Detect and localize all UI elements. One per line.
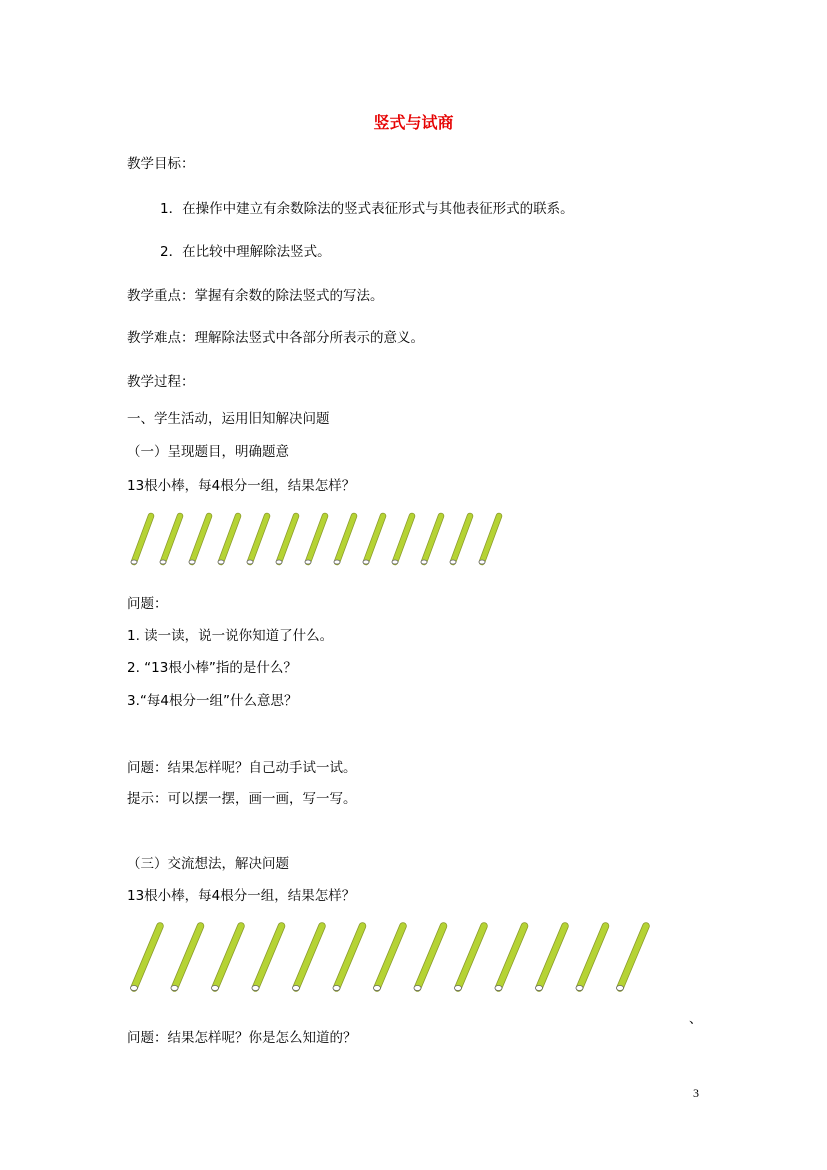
stick-icon bbox=[617, 926, 647, 991]
problem-statement-2: 13根小棒，每4根分一组，结果怎样？ bbox=[127, 888, 356, 904]
stick-icon bbox=[414, 926, 444, 991]
subsection-heading-3: （三）交流想法，解决问题 bbox=[127, 856, 289, 872]
question-item-3: 3.“每4根分一组”什么意思？ bbox=[127, 693, 298, 709]
stick-icon bbox=[536, 926, 566, 991]
objectives-heading: 教学目标： bbox=[127, 156, 195, 172]
question-result: 问题：结果怎样呢？自己动手试一试。 bbox=[127, 760, 357, 776]
stick-icon bbox=[218, 516, 238, 564]
stick-icon bbox=[189, 516, 209, 564]
stick-icon bbox=[252, 926, 282, 991]
stick-icon bbox=[171, 926, 201, 991]
stick-icon bbox=[455, 926, 485, 991]
question-item-2: 2. “13根小棒”指的是什么？ bbox=[127, 660, 297, 676]
stick-icon bbox=[276, 516, 296, 564]
stick-icon bbox=[131, 926, 161, 991]
stick-icon bbox=[212, 926, 242, 991]
stray-mark: 、 bbox=[689, 1012, 703, 1027]
questions-heading: 问题： bbox=[127, 596, 168, 612]
stick-icon bbox=[495, 926, 525, 991]
subsection-heading-1: （一）呈现题目，明确题意 bbox=[127, 444, 289, 460]
process-heading: 教学过程： bbox=[127, 374, 195, 390]
stick-icon bbox=[450, 516, 470, 564]
stick-icon bbox=[421, 516, 441, 564]
objective-item-1: 1．在操作中建立有余数除法的竖式表征形式与其他表征形式的联系。 bbox=[160, 201, 574, 217]
stick-icon bbox=[160, 516, 180, 564]
sticks-illustration-2 bbox=[0, 918, 827, 998]
stick-icon bbox=[334, 516, 354, 564]
stick-icon bbox=[333, 926, 363, 991]
page-title: 竖式与试商 bbox=[373, 113, 454, 132]
stick-icon bbox=[576, 926, 606, 991]
stick-icon bbox=[363, 516, 383, 564]
stick-icon bbox=[374, 926, 404, 991]
difficulty: 教学难点：理解除法竖式中各部分所表示的意义。 bbox=[127, 330, 424, 346]
hint: 提示：可以摆一摆，画一画，写一写。 bbox=[127, 791, 357, 807]
problem-statement-1: 13根小棒，每4根分一组，结果怎样？ bbox=[127, 478, 356, 494]
stick-icon bbox=[293, 926, 323, 991]
objective-item-2: 2．在比较中理解除法竖式。 bbox=[160, 244, 331, 260]
sticks-illustration-1 bbox=[0, 510, 827, 570]
stick-icon bbox=[479, 516, 499, 564]
page-number: 3 bbox=[693, 1086, 699, 1100]
stick-icon bbox=[247, 516, 267, 564]
stick-icon bbox=[392, 516, 412, 564]
question-item-1: 1. 读一读，说一说你知道了什么。 bbox=[127, 628, 334, 644]
key-point: 教学重点：掌握有余数的除法竖式的写法。 bbox=[127, 288, 384, 304]
stick-icon bbox=[131, 516, 151, 564]
question-final: 问题：结果怎样呢？你是怎么知道的？ bbox=[127, 1030, 357, 1046]
section-heading-1: 一、学生活动，运用旧知解决问题 bbox=[127, 411, 330, 427]
stick-icon bbox=[305, 516, 325, 564]
